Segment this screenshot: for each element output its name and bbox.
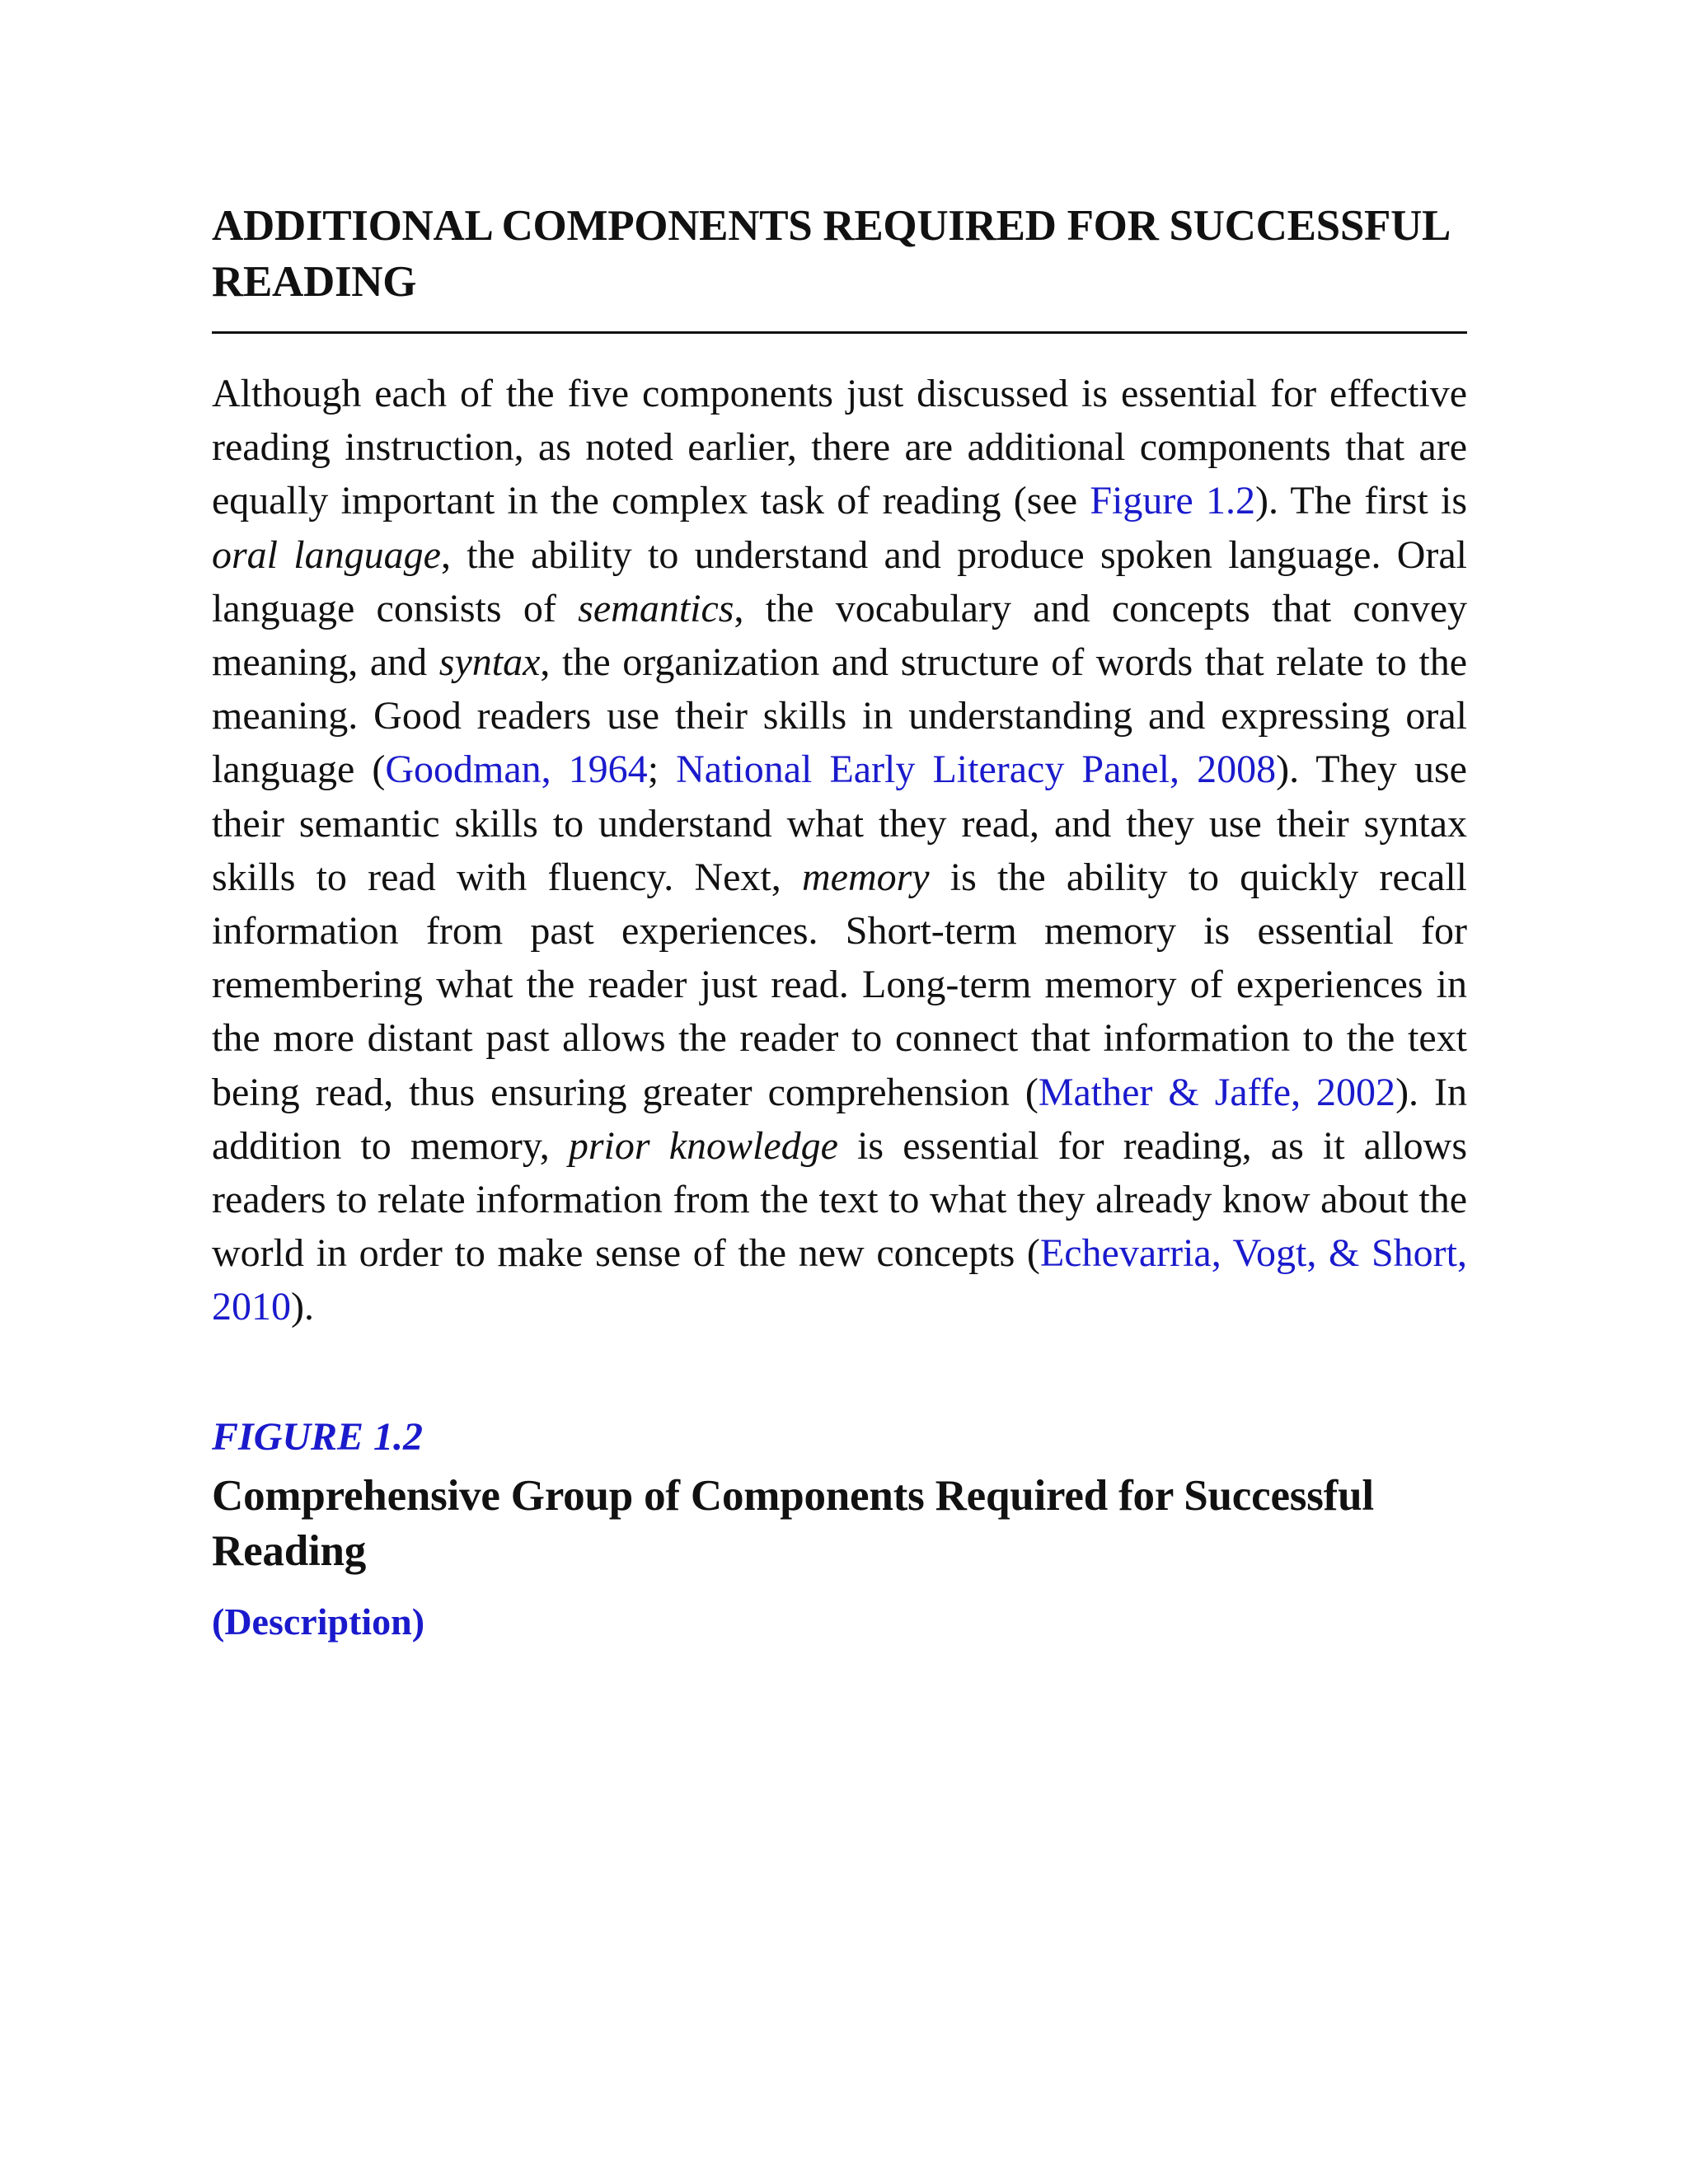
body-paragraph <box>212 367 1467 1334</box>
page-content <box>212 198 1467 1645</box>
text-run: ). <box>291 1285 314 1329</box>
text-run: ). The first is <box>1255 479 1467 523</box>
term-memory: memory <box>801 855 930 899</box>
citation-echevarria-link[interactable]: Echevarria, Vogt, & Short, 2010 <box>212 1231 1467 1329</box>
text-run: , the ability to understand and produce spoken language. Oral language consists of <box>212 532 1468 630</box>
text-run: ). They use their semantic skills to understand what they read, and they use their syntax skills to read with fluency. Next, <box>212 748 1467 899</box>
citation-mather-link[interactable]: Mather & Jaffe, 2002 <box>1038 1070 1396 1114</box>
citation-goodman-link[interactable]: Goodman, 1964 <box>385 748 648 792</box>
figure-label: FIGURE 1.2 <box>212 1414 424 1459</box>
text-run: is essential for reading, as it allows readers to relate information from the text to what they already know about the world in order to make sense of the new concepts ( <box>212 1123 1468 1276</box>
text-run: , the organization and structure of words that relate to the meaning. Good readers use their skills in understanding and expressing oral language ( <box>212 640 1467 792</box>
text-run: ; <box>647 748 677 792</box>
term-syntax: syntax <box>438 640 541 685</box>
term-semantics: semantics <box>578 586 734 630</box>
text-run: , the vocabulary and concepts that convey meaning, and <box>212 586 1468 685</box>
title-divider <box>212 331 1467 334</box>
figure-title: Comprehensive Group of Components Required for Successful Reading <box>212 1471 1374 1575</box>
figure-1-2-link[interactable]: Figure 1.2 <box>1090 479 1256 523</box>
text-run: ). In addition to memory, <box>212 1070 1467 1168</box>
term-oral-language: oral language <box>212 532 441 577</box>
text-run: is the ability to quickly recall information from past experiences. Short-term memory is essential for remembering what the reader just read. Long-term memory of experiences in the more distant past allows the reader to connect that information to the text being read, thus ensuring greater comprehension ( <box>212 855 1467 1114</box>
text-run: Although each of the five components just discussed is essential for effective reading instruction, as noted earlier, there are additional components that are equally important in the complex task of reading (see <box>212 372 1467 523</box>
term-prior-knowledge: prior knowledge <box>568 1123 838 1168</box>
figure-description-link[interactable]: (Description) <box>212 1600 425 1643</box>
section-title: ADDITIONAL COMPONENTS REQUIRED FOR SUCCESSFUL READING <box>212 202 1449 306</box>
citation-nelp-link[interactable]: National Early Literacy Panel, 2008 <box>676 748 1277 792</box>
